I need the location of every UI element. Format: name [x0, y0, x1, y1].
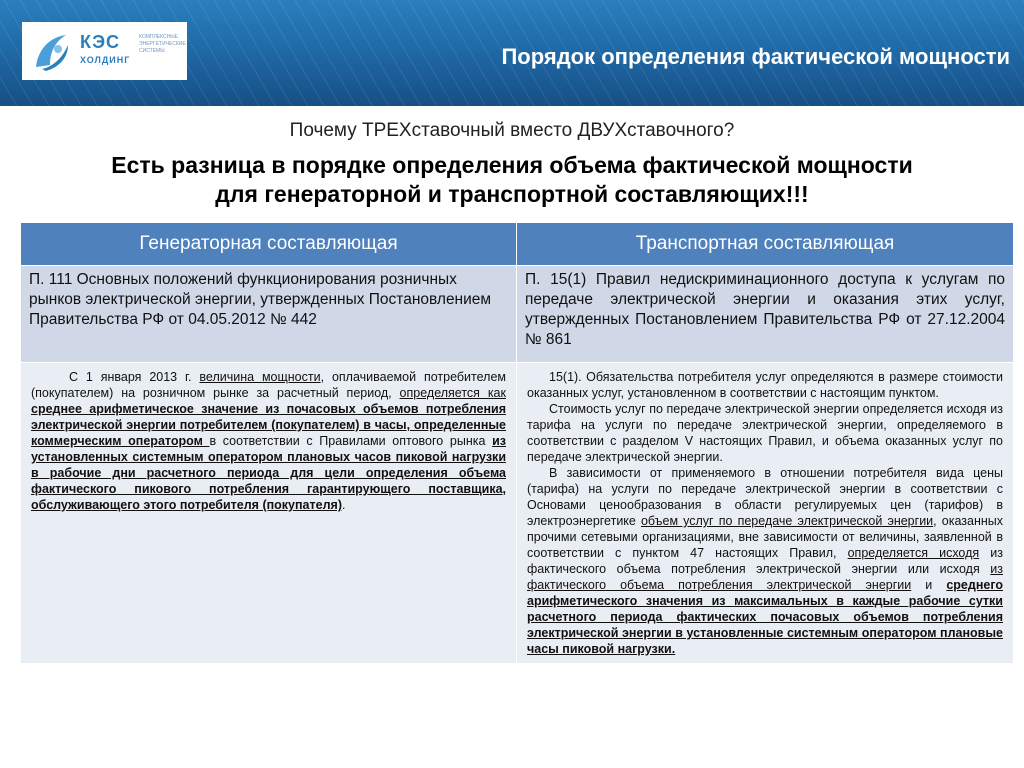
bold-underlined-segment: среднего арифметического значения из максимальных в каждые рабочие сутки расчетного периода фактических почасовых объемов потребления электрической энергии в установленные системным оператором плановые часы пиковой нагрузки. [527, 578, 1003, 656]
table-ref-row [21, 266, 1014, 363]
text-segment: В зависимости от применяемого в отношении потребителя вида цены (тарифа) на услуги по передаче электрической энергии в соответствии с Основами ценообразования в области регулируемых цен (тарифов) в электроэнергетике [527, 466, 1003, 528]
logo-name: КЭС [80, 32, 121, 52]
text-segment: в соответствии с Правилами оптового рынка [209, 434, 493, 448]
headline-line-2: для генераторной и транспортной составляющих!!! [215, 181, 809, 207]
underlined-segment: объем услуг по передаче электрической энергии [640, 514, 934, 528]
header-generation: Генераторная составляющая [21, 223, 517, 266]
company-logo [22, 22, 187, 80]
table-body-row [21, 363, 1014, 664]
underlined-segment: определяется как [399, 386, 506, 400]
text-segment: , оказанных прочими сетевыми организациями, вне зависимости от величины, заявленной в соответствии с пунктом 47 настоящих Правил, [527, 514, 1003, 560]
transport-paragraph-2: Стоимость услуг по передаче электрической энергии определяется исходя из тарифа на услуги по передаче электрической энергии, определяемого в соответствии с разделом V настоящих Правил, и объема оказанных услуг по передаче электрической энергии. [527, 402, 1003, 464]
text-segment: и [911, 578, 947, 592]
body-generation [21, 363, 517, 664]
transport-paragraph-3 [527, 465, 1003, 657]
ref-transport: П. 15(1) Правил недискриминационного доступа к услугам по передаче электрической энергии и оказания этих услуг, утвержденных Постановлением Правительства РФ от 27.12.2004 № 861 [517, 266, 1014, 363]
table-header-row [21, 223, 1014, 266]
bold-underlined-segment: среднее арифметическое значение из почасовых объемов потребления электрической энергии потребителем (покупателем) в часы, определенные коммерческим оператором [31, 402, 506, 448]
logo-subtitle: ХОЛДИНГ [80, 55, 131, 65]
generation-paragraph [31, 369, 506, 513]
question-line: Почему ТРЕХставочный вместо ДВУХставочного? [289, 120, 735, 141]
logo-description: КОМПЛЕКСНЫЕ ЭНЕРГЕТИЧЕСКИЕ СИСТЕМЫ [139, 34, 186, 54]
ref-generation: П. 111 Основных положений функционирования розничных рынков электрической энергии, утвержденных Постановлением Правительства РФ от 04.05.2012 № 442 [21, 266, 517, 363]
text-segment: , оплачиваемой потребителем (покупателем) на розничном рынке за расчетный период, [31, 370, 506, 400]
header-transport: Транспортная составляющая [517, 223, 1014, 266]
comparison-table [20, 222, 1014, 664]
text-segment: С 1 января 2013 г. [69, 370, 200, 384]
underlined-segment: из фактического объема потребления электрической энергии [527, 562, 1003, 592]
text-segment: из фактического объема потребления электрической энергии или исходя [527, 546, 1003, 576]
bold-underlined-segment: из установленных системным оператором плановых часов пиковой нагрузки в рабочие дни расчетного периода для цели определения объема фактического пикового потребления гарантирующего поставщика, обслуживающего этого потребителя (покупателя) [31, 434, 506, 512]
underlined-segment: величина мощности [199, 370, 321, 384]
text-segment: . [341, 498, 346, 512]
headline [30, 151, 994, 209]
headline-line-1: Есть разница в порядке определения объема фактической мощности [111, 152, 913, 178]
header-band [0, 0, 1024, 106]
underlined-segment: определяется исходя [847, 546, 980, 560]
logo-swirl-icon [28, 27, 76, 75]
page-title: Порядок определения фактической мощности [501, 44, 1010, 69]
body-transport [517, 363, 1014, 664]
transport-paragraph-1: 15(1). Обязательства потребителя услуг определяются в размере стоимости оказанных услуг, установленном в соответствии с настоящим пунктом. [527, 370, 1003, 400]
